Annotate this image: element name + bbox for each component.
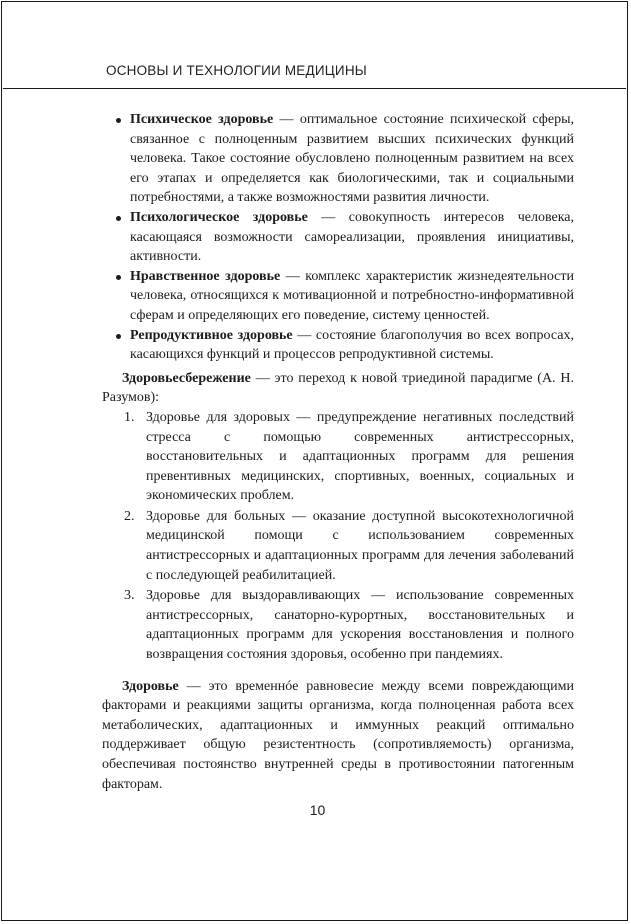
list-item	[130, 267, 574, 326]
list-item	[124, 586, 574, 664]
health-definition-paragraph	[102, 677, 574, 795]
definition: — оптимальное состояние психической сферы, связанное с полноценным развитием высших психических функций человека. Такое состояние обусловлено полноценным развитием на всех его этапах и определяется как биологическими, так и социальными потребностями, а также возможностями развития личности.	[130, 112, 574, 206]
list-item	[130, 110, 574, 208]
bullet-icon	[116, 275, 121, 280]
body-text	[102, 110, 574, 794]
list-item	[124, 507, 574, 585]
running-header: ОСНОВЫ И ТЕХНОЛОГИИ МЕДИЦИНЫ	[106, 63, 367, 78]
list-number: 3.	[124, 588, 135, 604]
list-item	[124, 408, 574, 506]
page-frame	[1, 1, 628, 921]
term: Здоровье	[122, 678, 179, 694]
definition: — совокупность интересов человека, касающаяся возможности самореализации, проявления инициативы, активности.	[130, 209, 575, 265]
term: Здоровьесбережение	[122, 370, 251, 386]
term: Нравственное здоровье	[130, 268, 281, 284]
term: Репродуктивное здоровье	[130, 327, 293, 343]
list-number: 1.	[124, 409, 135, 425]
paradigm-list	[102, 408, 574, 665]
definition: — это переход к новой триединой парадигме (А. Н. Разумов):	[102, 370, 574, 406]
bullet-icon	[116, 216, 121, 221]
list-text: Здоровье для больных — оказание доступной высокотехнологичной медицинской помощи с использованием современных антистрессорных и адаптационных программ для лечения заболеваний с последующей реабилитацией.	[146, 508, 574, 583]
header-rule	[3, 88, 626, 89]
definition: — это временнóе равновесие между всеми повреждающими факторами и реакциями защиты организма, когда полноценная работа всех метаболических, адаптационных и иммунных реакций оптимально поддерживает общую резистентность (сопротивляемость) организма, обеспечивая постоянство внутренней среды в противостоянии патогенным факторам.	[102, 678, 574, 792]
term: Психическое здоровье	[130, 112, 274, 127]
definition: — комплекс характеристик жизнедеятельности человека, относящихся к мотивационной и потребностно-информативной сферам и определяющих его поведение, систему ценностей.	[130, 268, 574, 323]
health-types-list	[102, 110, 574, 365]
list-text: Здоровье для здоровых — предупреждение негативных последствий стресса с помощью современных антистрессорных, восстановительных и адаптационных программ для решения превентивных медицинских, спортивных, военных, социальных и экономических проблем.	[146, 409, 574, 504]
list-item	[130, 208, 574, 267]
list-text: Здоровье для выздоравливающих — использование современных антистрессорных, санаторно-курортных, восстановительных и адаптационных программ для ускорения восстановления и полного возвращения состояния здоровья, особенно при пандемиях.	[146, 588, 574, 663]
bullet-icon	[116, 334, 121, 339]
bullet-icon	[116, 118, 121, 123]
health-saving-paragraph	[102, 369, 574, 408]
term: Психологическое здоровье	[130, 209, 308, 225]
page-number: 10	[309, 802, 326, 818]
list-item	[130, 326, 574, 365]
definition: — состояние благополучия во всех вопросах, касающихся функций и процессов репродуктивной системы.	[130, 327, 574, 363]
list-number: 2.	[124, 508, 135, 524]
